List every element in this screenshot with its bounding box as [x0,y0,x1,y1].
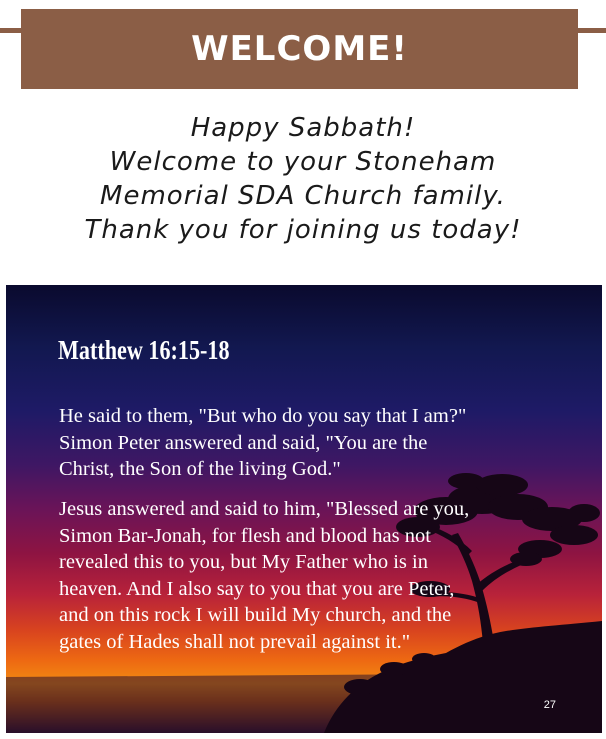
greeting-message [0,111,606,247]
greeting-line: Thank you for joining us today! [84,215,522,245]
verse-line: Christ, the Son of the living God." [59,458,341,480]
verse-line: Jesus answered and said to him, "Blessed are you, [59,498,470,520]
greeting-line: Memorial SDA Church family. [100,181,506,211]
verse-paragraph [59,403,602,483]
verse-line: He said to them, "But who do you say that I am?" [59,405,467,427]
welcome-banner [21,9,578,89]
verse-line: Simon Bar-Jonah, for flesh and blood has not [59,524,431,547]
verse-line: and on this rock I will build My church, and the [59,604,452,626]
verse-paragraph [59,496,602,655]
welcome-title: WELCOME! [191,29,408,69]
header-rule-right [576,28,606,33]
greeting-line: Welcome to your Stoneham [109,147,497,177]
verse-line: heaven. And I also say to you that you are Peter, [59,577,455,600]
verse-line: revealed this to you, but My Father who is in [59,551,428,573]
verse-line: Simon Peter answered and said, "You are the [59,431,428,454]
verse-line: gates of Hades shall not prevail against it." [59,630,411,653]
greeting-line: Happy Sabbath! [190,113,416,143]
scripture-reference: Matthew 16:15-18 [58,335,230,365]
slide-page-number: 27 [543,699,556,711]
scripture-slide [6,285,602,733]
